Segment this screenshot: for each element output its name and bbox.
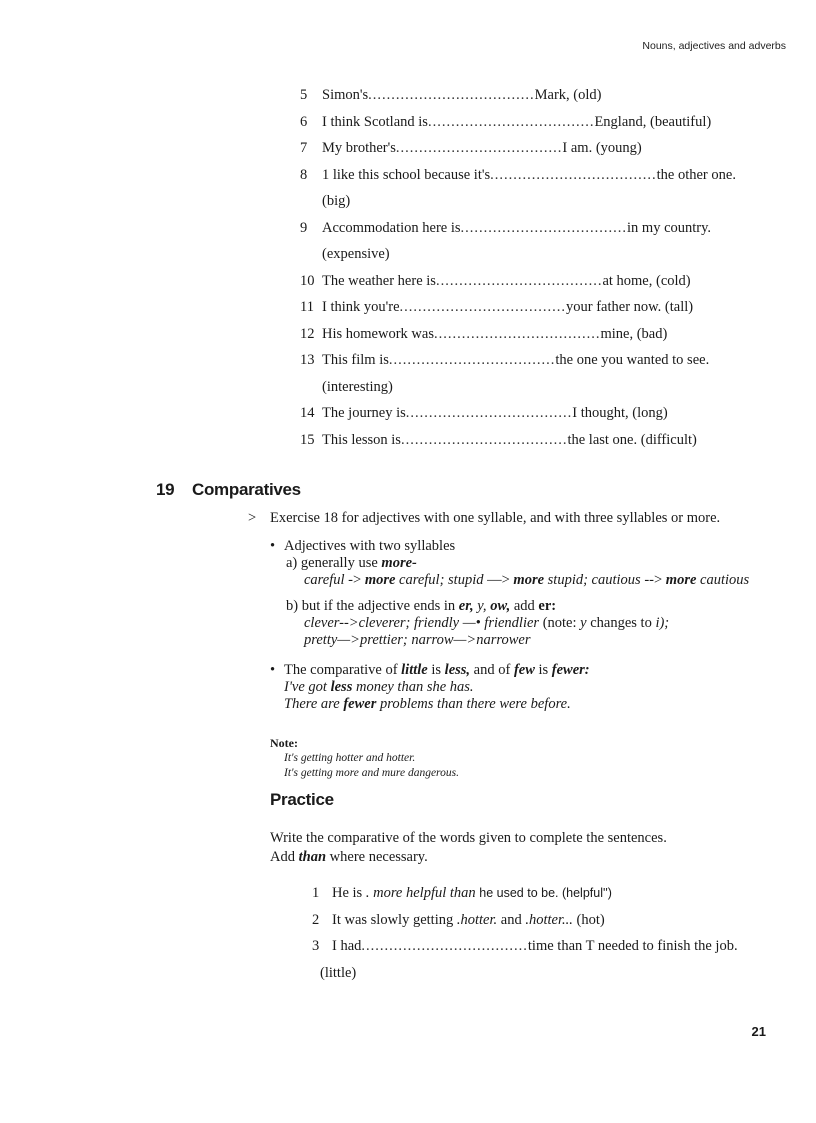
- item-text: in my country.: [627, 219, 712, 236]
- item-number: 2: [312, 911, 320, 928]
- exercise-item: [300, 109, 790, 136]
- sub-label: b): [286, 598, 299, 614]
- practice-list: [312, 880, 782, 986]
- item-text: This film is: [322, 352, 389, 368]
- answer-blank[interactable]: ....................................: [399, 299, 567, 315]
- bullet-little-few: • The comparative of little is less, and of few is fewer: I've got less money than she has. There are fewer problems than there were before.: [270, 662, 590, 712]
- answer-blank[interactable]: ....................................: [433, 325, 601, 342]
- answer-blank[interactable]: ....................................: [427, 113, 595, 130]
- exercise-item: [300, 321, 790, 348]
- item-text: England, (beautiful): [594, 113, 712, 130]
- answer-blank[interactable]: ....................................: [435, 272, 603, 289]
- item-text: The weather here is: [322, 272, 436, 289]
- section-number: 19: [156, 480, 175, 499]
- item-text: mine, (bad): [600, 325, 668, 342]
- answer-blank[interactable]: ....................................: [361, 938, 528, 954]
- item-text: Accommodation here is: [322, 219, 461, 236]
- item-number: 13: [300, 352, 315, 368]
- practice-item: 1 He is . more helpful than he used to be. (helpful''): [312, 880, 782, 907]
- item-number: 12: [300, 325, 315, 342]
- exercise-item: [300, 135, 790, 162]
- item-text: Simon's: [322, 87, 369, 103]
- item-text: the other one.: [656, 166, 736, 183]
- exercise-item: [300, 400, 790, 427]
- running-head: Nouns, adjectives and adverbs: [642, 40, 786, 52]
- example-line: clever-->cleverer; friendly —• friendlier (note: y changes to i);: [304, 615, 670, 631]
- answer-filled[interactable]: .hotter...: [525, 911, 573, 928]
- intro-text: Exercise 18 for adjectives with one syllable, and with three syllables or more.: [270, 510, 721, 526]
- answer-blank[interactable]: ....................................: [388, 352, 556, 368]
- item-number: 9: [300, 219, 308, 236]
- note-label: Note:: [270, 736, 298, 750]
- item-text: the one you wanted to see.: [555, 352, 710, 368]
- sub-label: a): [286, 555, 298, 571]
- page-number: 21: [751, 1024, 766, 1039]
- note-line: It's getting hotter and hotter.: [284, 752, 416, 764]
- item-text: at home, (cold): [602, 272, 691, 289]
- answer-filled[interactable]: . more helpful than: [365, 885, 480, 901]
- item-continuation: (interesting): [322, 378, 393, 395]
- item-text: My brother's: [322, 140, 396, 156]
- example-line: I've got less money than she has.: [284, 679, 474, 695]
- item-number: 6: [300, 113, 308, 130]
- item-number: 7: [300, 140, 308, 156]
- answer-blank[interactable]: ....................................: [460, 219, 628, 236]
- item-text: I am. (young): [562, 140, 642, 156]
- section-title: Comparatives: [192, 480, 301, 499]
- bullet-icon: •: [270, 662, 276, 678]
- answer-blank[interactable]: ....................................: [400, 431, 568, 448]
- answer-blank[interactable]: ....................................: [405, 405, 573, 421]
- example-line: pretty—>prettier; narrow—>narrower: [304, 632, 531, 648]
- bullet-icon: •: [270, 538, 276, 554]
- answer-filled[interactable]: .hotter.: [456, 911, 498, 928]
- exercise-item: [300, 347, 790, 374]
- practice-item: 3 I had....................................time than T needed to finish the job.: [312, 933, 782, 960]
- exercise-item: [300, 82, 790, 109]
- note-line: It's getting more and mure dangerous.: [284, 767, 459, 779]
- answer-blank[interactable]: ....................................: [368, 87, 535, 103]
- exercise-item: [300, 427, 790, 454]
- item-text: 1 like this school because it's: [322, 166, 491, 183]
- item-number: 10: [300, 272, 315, 289]
- item-continuation: (big): [322, 193, 351, 209]
- practice-item: 2 It was slowly getting .hotter. and .hotter... (hot): [312, 907, 782, 934]
- intro-paragraph: [248, 510, 768, 527]
- example-line: careful -> more careful; stupid —> more stupid; cautious --> more cautious: [304, 572, 750, 588]
- exercise-18-list: [300, 82, 790, 453]
- practice-instructions: Write the comparative of the words given to complete the sentences. Add than where necessary.: [270, 830, 667, 865]
- section-heading: [156, 480, 301, 500]
- item-text: I think Scotland is: [322, 113, 428, 130]
- exercise-item: [300, 162, 790, 189]
- item-text: I think you're: [322, 299, 400, 315]
- item-continuation: (expensive): [322, 246, 390, 262]
- answer-blank[interactable]: ....................................: [490, 166, 657, 183]
- item-number: 3: [312, 938, 320, 954]
- example-line: There are fewer problems than there were before.: [284, 696, 571, 712]
- practice-heading: Practice: [270, 790, 334, 809]
- item-number: 8: [300, 166, 308, 183]
- item-text: Mark, (old): [534, 87, 602, 103]
- note-box: [270, 736, 459, 781]
- item-text: your father now. (tall): [566, 299, 694, 315]
- item-number: 5: [300, 87, 308, 103]
- item-text: His homework was: [322, 325, 434, 342]
- item-number: 15: [300, 431, 315, 448]
- item-number: 11: [300, 299, 314, 315]
- item-text: I thought, (long): [572, 405, 668, 421]
- arrow-marker: >: [248, 510, 257, 526]
- item-continuation: (little): [320, 964, 357, 981]
- item-text: This lesson is: [322, 431, 401, 448]
- item-number: 14: [300, 405, 315, 421]
- bullet-heading: Adjectives with two syllables: [284, 538, 456, 554]
- item-text: the last one. (difficult): [567, 431, 697, 448]
- keyword-more: more-: [381, 555, 417, 571]
- item-number: 1: [312, 885, 320, 901]
- exercise-item: [300, 294, 790, 321]
- answer-blank[interactable]: ....................................: [395, 140, 563, 156]
- sub-text: but if the adjective ends in: [301, 598, 456, 614]
- exercise-item: [300, 268, 790, 295]
- bullet-two-syllables: • Adjectives with two syllables a) generally use more- careful -> more careful; stupid —> more stupid; cautious --> more cautious b) but if the adjective ends in er, y, ow, add er: clever-->cleverer; friendly —• friendlier (note: y changes to i); pretty—>prettier; narrow—>narrower: [270, 538, 750, 648]
- exercise-item: [300, 215, 790, 242]
- sub-text: generally use: [300, 555, 378, 571]
- item-text: The journey is: [322, 405, 406, 421]
